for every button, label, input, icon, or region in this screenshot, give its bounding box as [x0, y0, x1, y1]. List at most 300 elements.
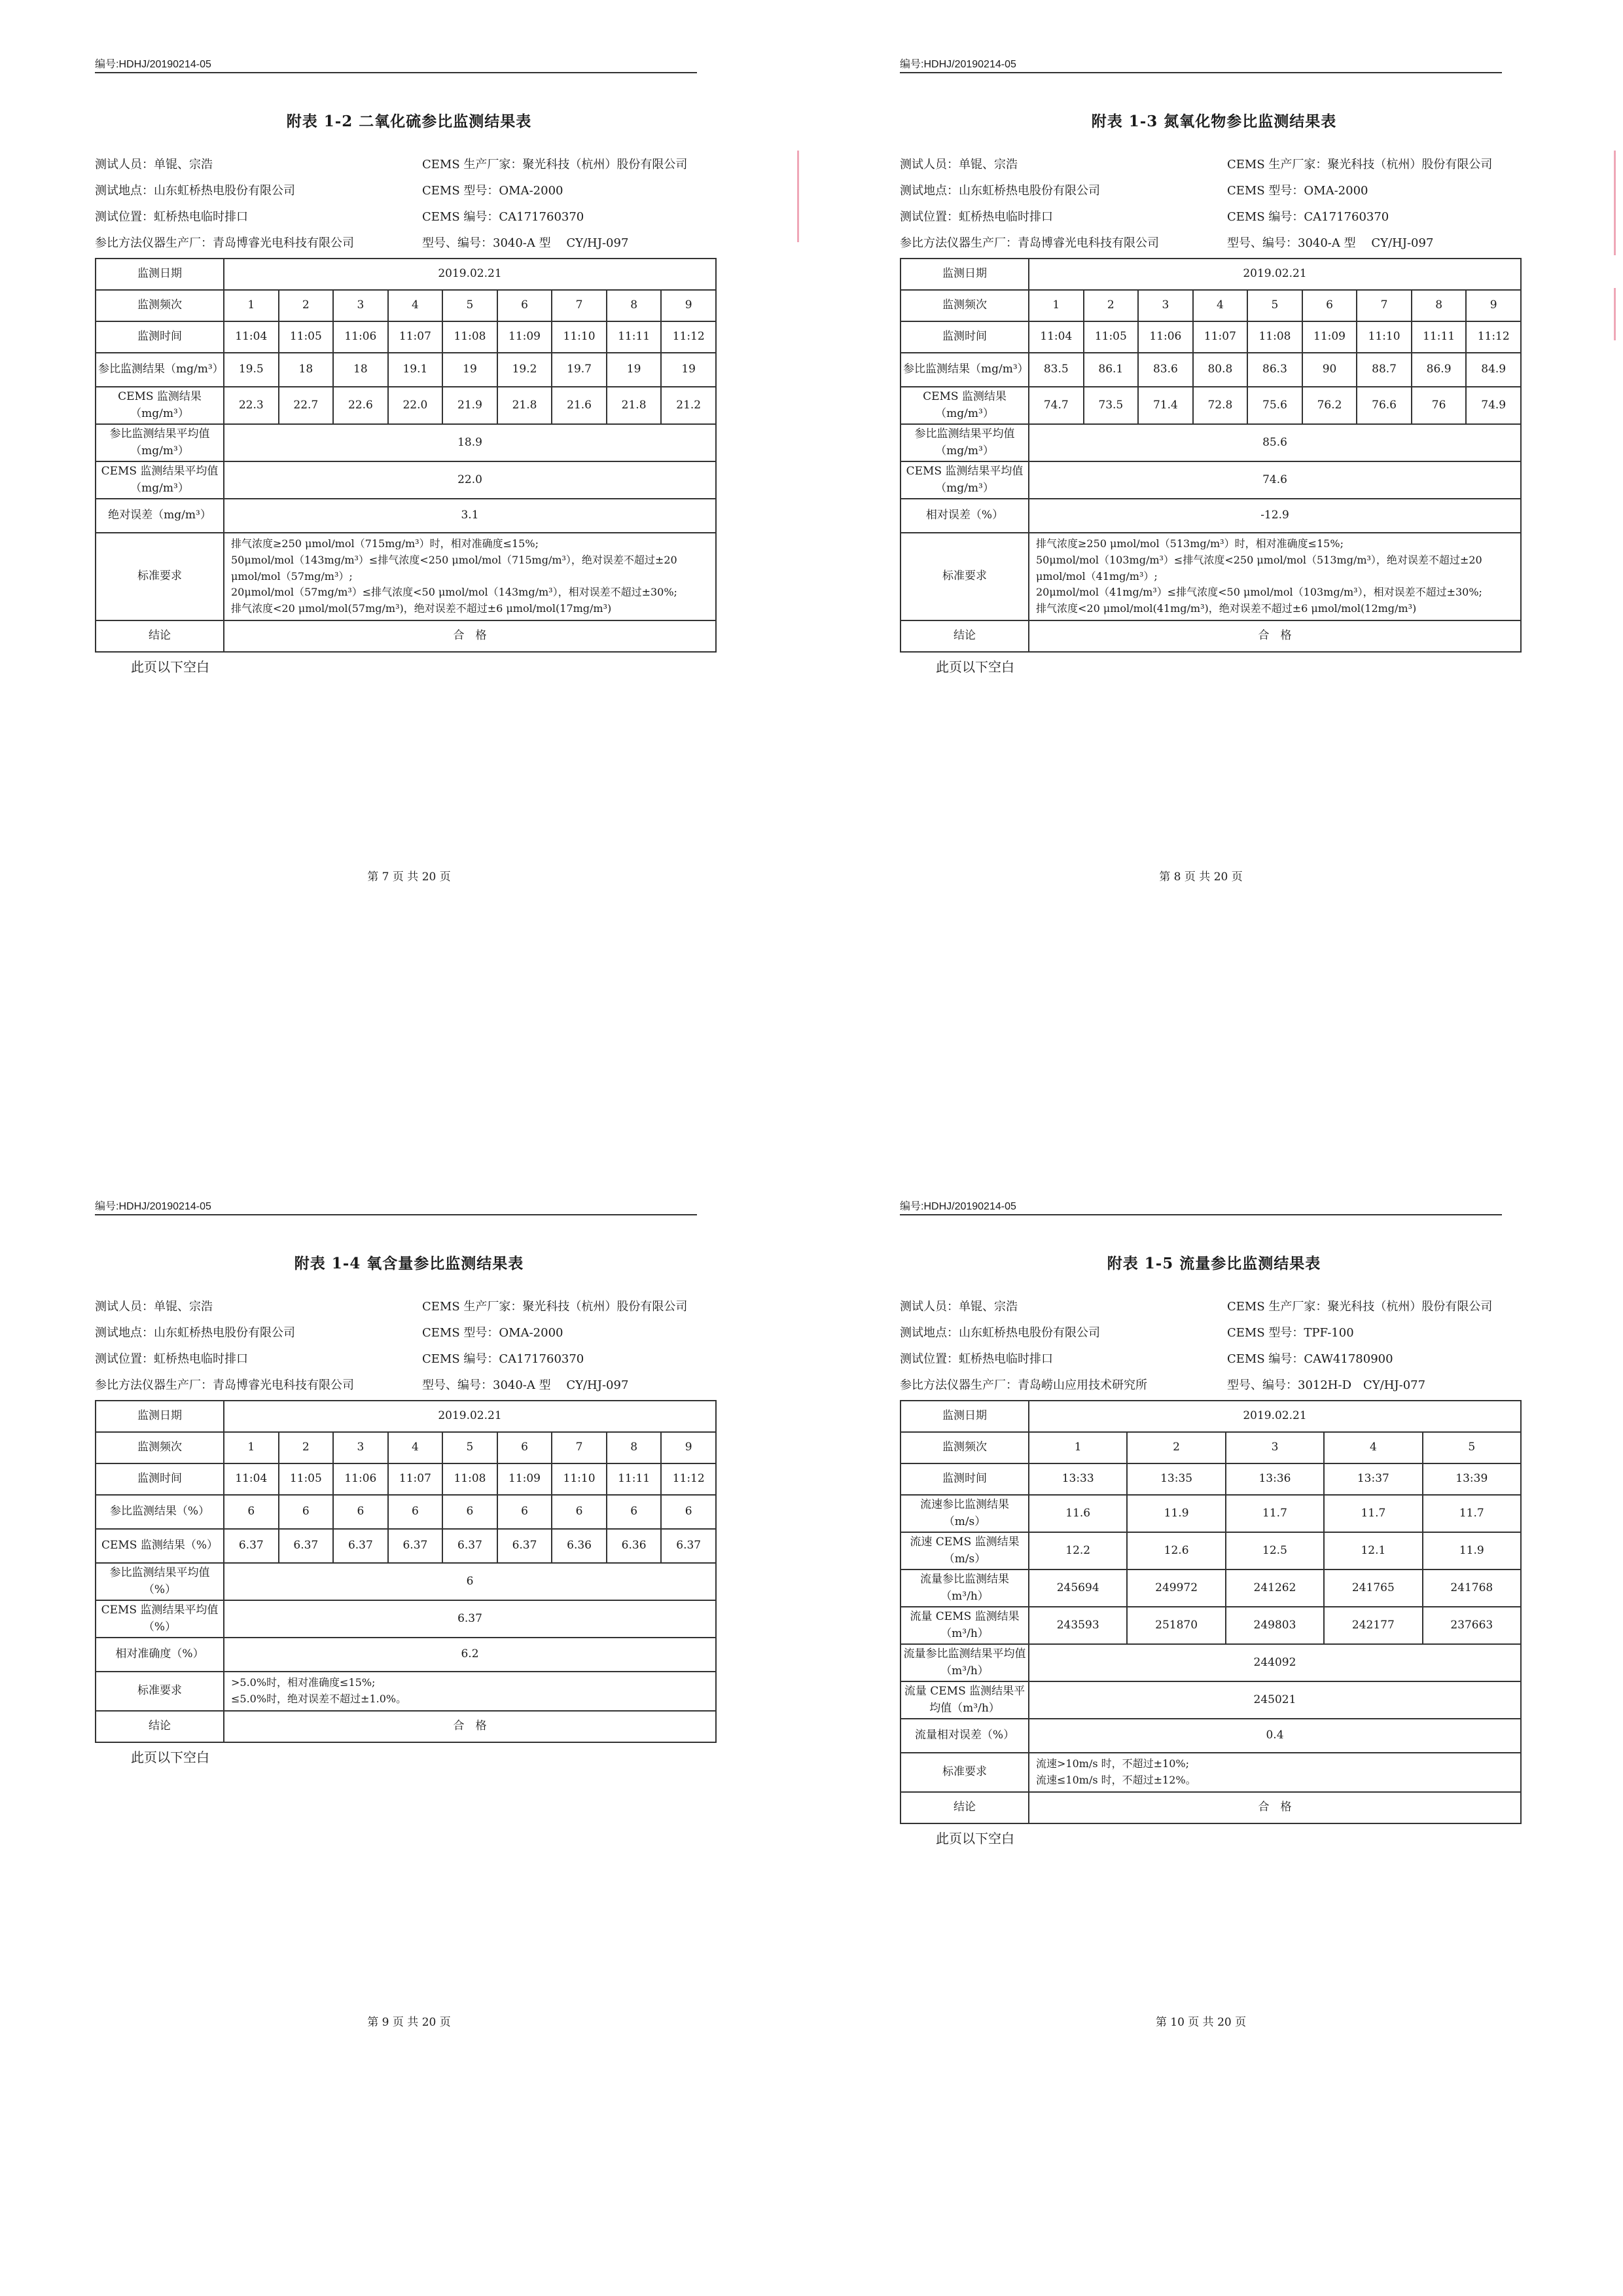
frequency-row	[96, 1432, 716, 1463]
cems-value-cell: 73.5	[1084, 387, 1139, 424]
document-number: 编号:HDHJ/20190214-05	[95, 56, 697, 73]
time-cell: 11:06	[1138, 321, 1193, 353]
measurement-row	[901, 1495, 1521, 1532]
cems-value-cell: 71.4	[1138, 387, 1193, 424]
reference-value-cell: 86.1	[1084, 353, 1139, 387]
cems-value-cell: 22.0	[388, 387, 443, 424]
page-number: 第 7 页 共 20 页	[367, 870, 451, 884]
seal-edge-mark	[1614, 151, 1616, 255]
reference-value-cell: 19.1	[388, 353, 443, 387]
cems-row	[96, 387, 716, 424]
cems-serial: CEMS 编号：CA171760370	[1227, 210, 1389, 224]
ref-model: 型号、编号：3040-A 型 CY/HJ-097	[422, 236, 629, 250]
time-row	[96, 1463, 716, 1495]
requirement-line: 排气浓度<20 μmol/mol(57mg/m³)，绝对误差不超过±6 μmol/mol(17mg/m³)	[231, 602, 612, 615]
cems-average-row	[901, 1681, 1521, 1719]
cems-value-cell: 21.8	[607, 387, 662, 424]
row-header: 监测频次	[901, 290, 1029, 321]
value-cell: 11.9	[1423, 1532, 1521, 1570]
ref-maker: 参比方法仪器生产厂：青岛博睿光电科技有限公司	[900, 236, 1159, 250]
row-header: CEMS 监测结果（%）	[96, 1529, 224, 1563]
frequency-cell: 6	[497, 290, 552, 321]
reference-average-row	[901, 424, 1521, 461]
cems-serial: CEMS 编号：CA171760370	[422, 210, 584, 224]
blank-note: 此页以下空白	[936, 1830, 1014, 1846]
cems-value-cell: 6.37	[497, 1529, 552, 1563]
row-header: 流量 CEMS 监测结果（m³/h）	[901, 1607, 1029, 1644]
cems-model: CEMS 型号：OMA-2000	[422, 184, 563, 198]
reference-average-row	[96, 1563, 716, 1600]
time-cell: 11:12	[661, 1463, 716, 1495]
row-header: 参比监测结果平均值（mg/m³）	[901, 424, 1029, 461]
cems-value-cell: 76	[1412, 387, 1467, 424]
tester: 测试人员：单锟、宗浩	[900, 1300, 1018, 1314]
value-cell: 11.9	[1127, 1495, 1225, 1532]
requirement-line: 排气浓度<20 μmol/mol(41mg/m³)，绝对误差不超过±6 μmol/mol(12mg/m³)	[1036, 602, 1417, 615]
ref-maker: 参比方法仪器生产厂：青岛崂山应用技术研究所	[900, 1378, 1147, 1392]
time-cell: 11:07	[388, 1463, 443, 1495]
frequency-cell: 1	[224, 1432, 279, 1463]
frequency-cell: 8	[607, 290, 662, 321]
row-header: 标准要求	[96, 1672, 224, 1711]
standard-requirements	[224, 1672, 716, 1711]
requirement-line: 50μmol/mol（103mg/m³）≤排气浓度<250 μmol/mol（513mg/m³），绝对误差不超过±20 μmol/mol（41mg/m³）;	[1036, 553, 1482, 583]
conclusion-row	[96, 620, 716, 652]
row-header: 监测频次	[901, 1432, 1029, 1463]
standard-requirements	[1029, 1753, 1521, 1792]
row-header: 监测日期	[96, 259, 224, 290]
frequency-cell: 2	[279, 290, 334, 321]
value-cell: 237663	[1423, 1607, 1521, 1644]
conclusion-value: 合 格	[1029, 1792, 1521, 1823]
time-cell: 13:36	[1226, 1463, 1324, 1495]
frequency-cell: 5	[1247, 290, 1302, 321]
time-cell: 11:06	[333, 321, 388, 353]
monitoring-date: 2019.02.21	[224, 1401, 716, 1432]
ref-model: 型号、编号：3040-A 型 CY/HJ-097	[422, 1378, 629, 1392]
results-table	[95, 1400, 717, 1743]
frequency-cell: 3	[333, 290, 388, 321]
time-cell: 11:04	[224, 321, 279, 353]
row-header: 相对误差（%）	[901, 499, 1029, 533]
error-row	[96, 1638, 716, 1672]
row-header: CEMS 监测结果平均值（mg/m³）	[901, 461, 1029, 499]
reference-value-cell: 86.3	[1247, 353, 1302, 387]
reference-value-cell: 19	[607, 353, 662, 387]
row-header: 流量参比监测结果（m³/h）	[901, 1570, 1029, 1607]
cems-value-cell: 76.2	[1302, 387, 1357, 424]
test-info	[95, 1293, 749, 1397]
conclusion-value: 合 格	[224, 620, 716, 652]
requirement-line: >5.0%时，相对准确度≤15%;	[231, 1676, 376, 1689]
tester: 测试人员：单锟、宗浩	[900, 158, 1018, 171]
cems-maker: CEMS 生产厂家：聚光科技（杭州）股份有限公司	[1227, 158, 1493, 171]
test-position: 测试位置：虹桥热电临时排口	[95, 210, 248, 224]
reference-average-row	[96, 424, 716, 461]
cems-maker: CEMS 生产厂家：聚光科技（杭州）股份有限公司	[422, 1300, 688, 1314]
frequency-cell: 2	[1127, 1432, 1225, 1463]
reference-value-cell: 84.9	[1466, 353, 1521, 387]
row-header: 流量参比监测结果平均值（m³/h）	[901, 1644, 1029, 1681]
row-header: 标准要求	[901, 1753, 1029, 1792]
value-cell: 241768	[1423, 1570, 1521, 1607]
frequency-row	[96, 290, 716, 321]
frequency-cell: 2	[1084, 290, 1139, 321]
table-title: 附表 1-4 氧含量参比监测结果表	[294, 1255, 524, 1272]
ref-model: 型号、编号：3012H-D CY/HJ-077	[1227, 1378, 1426, 1392]
time-cell: 11:10	[1357, 321, 1412, 353]
frequency-cell: 3	[333, 1432, 388, 1463]
test-position: 测试位置：虹桥热电临时排口	[95, 1352, 248, 1366]
frequency-cell: 9	[661, 290, 716, 321]
time-cell: 11:05	[1084, 321, 1139, 353]
row-header: 流量 CEMS 监测结果平均值（m³/h）	[901, 1681, 1029, 1719]
time-cell: 13:37	[1324, 1463, 1422, 1495]
row-header: 监测时间	[901, 1463, 1029, 1495]
page-number: 第 8 页 共 20 页	[1159, 870, 1243, 884]
cems-value-cell: 22.3	[224, 387, 279, 424]
conclusion-row	[901, 620, 1521, 652]
cems-value-cell: 21.2	[661, 387, 716, 424]
cems-row	[96, 1529, 716, 1563]
time-cell: 11:06	[333, 1463, 388, 1495]
cems-value-cell: 6.37	[224, 1529, 279, 1563]
reference-value-cell: 90	[1302, 353, 1357, 387]
frequency-cell: 8	[1412, 290, 1467, 321]
row-header: 结论	[901, 620, 1029, 652]
time-cell: 11:11	[607, 321, 662, 353]
cems-value-cell: 6.37	[442, 1529, 497, 1563]
time-row	[96, 321, 716, 353]
cems-serial: CEMS 编号：CA171760370	[422, 1352, 584, 1366]
reference-value-cell: 6	[552, 1495, 607, 1529]
frequency-cell: 7	[1357, 290, 1412, 321]
results-table	[900, 1400, 1522, 1824]
report-page	[95, 1198, 828, 2029]
document-number: 编号:HDHJ/20190214-05	[900, 1198, 1502, 1215]
reference-value-cell: 6	[497, 1495, 552, 1529]
time-cell: 11:11	[1412, 321, 1467, 353]
cems-value-cell: 21.9	[442, 387, 497, 424]
ref-maker: 参比方法仪器生产厂：青岛博睿光电科技有限公司	[95, 236, 354, 250]
value-cell: 11.7	[1423, 1495, 1521, 1532]
time-cell: 11:04	[1029, 321, 1084, 353]
cems-model: CEMS 型号：OMA-2000	[1227, 184, 1368, 198]
table-title: 附表 1-5 流量参比监测结果表	[1107, 1255, 1321, 1272]
error-row	[96, 499, 716, 533]
cems-average-row	[96, 461, 716, 499]
row-header: 参比监测结果平均值（%）	[96, 1563, 224, 1600]
test-position: 测试位置：虹桥热电临时排口	[900, 210, 1053, 224]
cems-average: 74.6	[1029, 461, 1521, 499]
reference-average: 244092	[1029, 1644, 1521, 1681]
ref-maker: 参比方法仪器生产厂：青岛博睿光电科技有限公司	[95, 1378, 354, 1392]
test-site: 测试地点：山东虹桥热电股份有限公司	[95, 1326, 295, 1340]
row-header: 结论	[96, 620, 224, 652]
standard-row	[96, 1672, 716, 1711]
measurement-row	[901, 1607, 1521, 1644]
frequency-cell: 6	[1302, 290, 1357, 321]
document-number: 编号:HDHJ/20190214-05	[95, 1198, 697, 1215]
value-cell: 12.1	[1324, 1532, 1422, 1570]
standard-requirements	[224, 533, 716, 620]
time-cell: 13:39	[1423, 1463, 1521, 1495]
conclusion-value: 合 格	[224, 1711, 716, 1742]
results-table	[95, 258, 717, 653]
cems-value-cell: 6.37	[661, 1529, 716, 1563]
row-header: 结论	[96, 1711, 224, 1742]
test-info	[95, 151, 749, 255]
row-header: 参比监测结果平均值（mg/m³）	[96, 424, 224, 461]
reference-value-cell: 86.9	[1412, 353, 1467, 387]
row-header: 参比监测结果（mg/m³）	[96, 353, 224, 387]
time-cell: 11:12	[661, 321, 716, 353]
row-header: 参比监测结果（%）	[96, 1495, 224, 1529]
requirement-line: 50μmol/mol（143mg/m³）≤排气浓度<250 μmol/mol（715mg/m³），绝对误差不超过±20 μmol/mol（57mg/m³）;	[231, 553, 677, 583]
frequency-cell: 5	[442, 1432, 497, 1463]
error-value: 3.1	[224, 499, 716, 533]
value-cell: 241262	[1226, 1570, 1324, 1607]
reference-value-cell: 6	[388, 1495, 443, 1529]
frequency-cell: 3	[1138, 290, 1193, 321]
row-header: 标准要求	[96, 533, 224, 620]
time-cell: 11:09	[497, 1463, 552, 1495]
conclusion-value: 合 格	[1029, 620, 1521, 652]
cems-value-cell: 21.6	[552, 387, 607, 424]
row-header: CEMS 监测结果（mg/m³）	[96, 387, 224, 424]
time-cell: 11:10	[552, 321, 607, 353]
test-site: 测试地点：山东虹桥热电股份有限公司	[900, 1326, 1100, 1340]
frequency-cell: 5	[1423, 1432, 1521, 1463]
reference-average-row	[901, 1644, 1521, 1681]
ref-model: 型号、编号：3040-A 型 CY/HJ-097	[1227, 236, 1434, 250]
row-header: 监测时间	[96, 1463, 224, 1495]
frequency-cell: 2	[279, 1432, 334, 1463]
reference-value-cell: 6	[607, 1495, 662, 1529]
page-number: 第 9 页 共 20 页	[367, 2016, 451, 2029]
reference-average: 18.9	[224, 424, 716, 461]
cems-value-cell: 6.37	[333, 1529, 388, 1563]
cems-average-row	[96, 1600, 716, 1638]
time-cell: 11:08	[1247, 321, 1302, 353]
table-title: 附表 1-3 氮氧化物参比监测结果表	[1091, 113, 1337, 130]
row-header: 流速参比监测结果（m/s）	[901, 1495, 1029, 1532]
cems-average-row	[901, 461, 1521, 499]
cems-value-cell: 76.6	[1357, 387, 1412, 424]
row-header: 监测频次	[96, 290, 224, 321]
frequency-cell: 7	[552, 290, 607, 321]
reference-value-cell: 18	[333, 353, 388, 387]
cems-value-cell: 22.7	[279, 387, 334, 424]
value-cell: 242177	[1324, 1607, 1422, 1644]
blank-note: 此页以下空白	[936, 658, 1014, 675]
test-info	[900, 1293, 1554, 1397]
value-cell: 243593	[1029, 1607, 1127, 1644]
standard-row	[901, 533, 1521, 620]
row-header: 结论	[901, 1792, 1029, 1823]
requirement-line: 20μmol/mol（57mg/m³）≤排气浓度<50 μmol/mol（143mg/m³），相对误差不超过±30%;	[231, 586, 677, 599]
time-cell: 11:12	[1466, 321, 1521, 353]
row-header: 流量相对误差（%）	[901, 1719, 1029, 1753]
requirement-line: 排气浓度≥250 μmol/mol（513mg/m³）时，相对准确度≤15%;	[1036, 537, 1344, 550]
monitoring-date: 2019.02.21	[224, 259, 716, 290]
cems-average: 22.0	[224, 461, 716, 499]
requirement-line: 流速≤10m/s 时，不超过±12%。	[1036, 1773, 1196, 1786]
cems-value-cell: 75.6	[1247, 387, 1302, 424]
frequency-row	[901, 290, 1521, 321]
reference-value-cell: 19.5	[224, 353, 279, 387]
row-header: CEMS 监测结果（mg/m³）	[901, 387, 1029, 424]
standard-requirements	[1029, 533, 1521, 620]
time-cell: 11:10	[552, 1463, 607, 1495]
error-value: 0.4	[1029, 1719, 1521, 1753]
reference-value-cell: 83.5	[1029, 353, 1084, 387]
results-table	[900, 258, 1522, 653]
reference-value-cell: 83.6	[1138, 353, 1193, 387]
time-cell: 11:05	[279, 1463, 334, 1495]
frequency-cell: 7	[552, 1432, 607, 1463]
frequency-cell: 6	[497, 1432, 552, 1463]
date-row	[901, 1401, 1521, 1432]
conclusion-row	[901, 1792, 1521, 1823]
requirement-line: 排气浓度≥250 μmol/mol（715mg/m³）时，相对准确度≤15%;	[231, 537, 539, 550]
date-row	[901, 259, 1521, 290]
reference-row	[901, 353, 1521, 387]
row-header: 监测日期	[901, 259, 1029, 290]
reference-value-cell: 6	[224, 1495, 279, 1529]
frequency-row	[901, 1432, 1521, 1463]
reference-value-cell: 19.2	[497, 353, 552, 387]
tester: 测试人员：单锟、宗浩	[95, 158, 213, 171]
reference-value-cell: 6	[442, 1495, 497, 1529]
row-header: 监测时间	[901, 321, 1029, 353]
blank-note: 此页以下空白	[131, 1749, 209, 1765]
date-row	[96, 1401, 716, 1432]
row-header: 监测时间	[96, 321, 224, 353]
value-cell: 12.5	[1226, 1532, 1324, 1570]
row-header: 监测日期	[96, 1401, 224, 1432]
table-title: 附表 1-2 二氧化硫参比监测结果表	[286, 113, 532, 130]
cems-value-cell: 6.36	[607, 1529, 662, 1563]
blank-note: 此页以下空白	[131, 658, 209, 675]
row-header: 绝对误差（mg/m³）	[96, 499, 224, 533]
seal-edge-mark	[1614, 288, 1616, 340]
row-header: CEMS 监测结果平均值（mg/m³）	[96, 461, 224, 499]
monitoring-date: 2019.02.21	[1029, 259, 1521, 290]
page-number: 第 10 页 共 20 页	[1155, 2016, 1247, 2029]
value-cell: 12.6	[1127, 1532, 1225, 1570]
cems-average: 6.37	[224, 1600, 716, 1638]
cems-value-cell: 6.37	[388, 1529, 443, 1563]
date-row	[96, 259, 716, 290]
cems-value-cell: 6.37	[279, 1529, 334, 1563]
row-header: 流速 CEMS 监测结果（m/s）	[901, 1532, 1029, 1570]
reference-value-cell: 19	[661, 353, 716, 387]
cems-value-cell: 74.7	[1029, 387, 1084, 424]
time-cell: 11:08	[442, 321, 497, 353]
reference-value-cell: 6	[661, 1495, 716, 1529]
tester: 测试人员：单锟、宗浩	[95, 1300, 213, 1314]
error-value: 6.2	[224, 1638, 716, 1672]
reference-average: 6	[224, 1563, 716, 1600]
requirement-line: 20μmol/mol（41mg/m³）≤排气浓度<50 μmol/mol（103mg/m³），相对误差不超过±30%;	[1036, 586, 1482, 599]
row-header: 监测日期	[901, 1401, 1029, 1432]
time-row	[901, 1463, 1521, 1495]
time-cell: 13:33	[1029, 1463, 1127, 1495]
time-cell: 11:07	[388, 321, 443, 353]
frequency-cell: 1	[224, 290, 279, 321]
value-cell: 241765	[1324, 1570, 1422, 1607]
time-cell: 11:04	[224, 1463, 279, 1495]
time-cell: 13:35	[1127, 1463, 1225, 1495]
test-info	[900, 151, 1554, 255]
measurement-row	[901, 1532, 1521, 1570]
frequency-cell: 3	[1226, 1432, 1324, 1463]
row-header: CEMS 监测结果平均值（%）	[96, 1600, 224, 1638]
frequency-cell: 4	[1324, 1432, 1422, 1463]
error-value: -12.9	[1029, 499, 1521, 533]
frequency-cell: 1	[1029, 290, 1084, 321]
error-row	[901, 499, 1521, 533]
value-cell: 11.7	[1324, 1495, 1422, 1532]
time-cell: 11:08	[442, 1463, 497, 1495]
value-cell: 11.6	[1029, 1495, 1127, 1532]
frequency-cell: 9	[1466, 290, 1521, 321]
frequency-cell: 5	[442, 290, 497, 321]
test-site: 测试地点：山东虹桥热电股份有限公司	[95, 184, 295, 198]
reference-value-cell: 19	[442, 353, 497, 387]
time-cell: 11:09	[1302, 321, 1357, 353]
conclusion-row	[96, 1711, 716, 1742]
monitoring-date: 2019.02.21	[1029, 1401, 1521, 1432]
value-cell: 11.7	[1226, 1495, 1324, 1532]
cems-average: 245021	[1029, 1681, 1521, 1719]
reference-value-cell: 6	[333, 1495, 388, 1529]
row-header: 参比监测结果（mg/m³）	[901, 353, 1029, 387]
value-cell: 12.2	[1029, 1532, 1127, 1570]
test-site: 测试地点：山东虹桥热电股份有限公司	[900, 184, 1100, 198]
reference-row	[96, 1495, 716, 1529]
cems-maker: CEMS 生产厂家：聚光科技（杭州）股份有限公司	[1227, 1300, 1493, 1314]
cems-value-cell: 74.9	[1466, 387, 1521, 424]
frequency-cell: 9	[661, 1432, 716, 1463]
cems-value-cell: 22.6	[333, 387, 388, 424]
requirement-line: ≤5.0%时，绝对误差不超过±1.0%。	[231, 1692, 407, 1705]
measurement-row	[901, 1570, 1521, 1607]
reference-value-cell: 88.7	[1357, 353, 1412, 387]
reference-average: 85.6	[1029, 424, 1521, 461]
value-cell: 245694	[1029, 1570, 1127, 1607]
frequency-cell: 8	[607, 1432, 662, 1463]
value-cell: 249972	[1127, 1570, 1225, 1607]
row-header: 相对准确度（%）	[96, 1638, 224, 1672]
frequency-cell: 1	[1029, 1432, 1127, 1463]
time-cell: 11:07	[1193, 321, 1248, 353]
time-cell: 11:11	[607, 1463, 662, 1495]
frequency-cell: 4	[1193, 290, 1248, 321]
reference-value-cell: 18	[279, 353, 334, 387]
cems-value-cell: 21.8	[497, 387, 552, 424]
time-row	[901, 321, 1521, 353]
cems-model: CEMS 型号：TPF-100	[1227, 1326, 1354, 1340]
standard-row	[901, 1753, 1521, 1792]
cems-maker: CEMS 生产厂家：聚光科技（杭州）股份有限公司	[422, 158, 688, 171]
value-cell: 251870	[1127, 1607, 1225, 1644]
frequency-cell: 4	[388, 1432, 443, 1463]
time-cell: 11:09	[497, 321, 552, 353]
report-page	[95, 56, 828, 884]
reference-value-cell: 19.7	[552, 353, 607, 387]
